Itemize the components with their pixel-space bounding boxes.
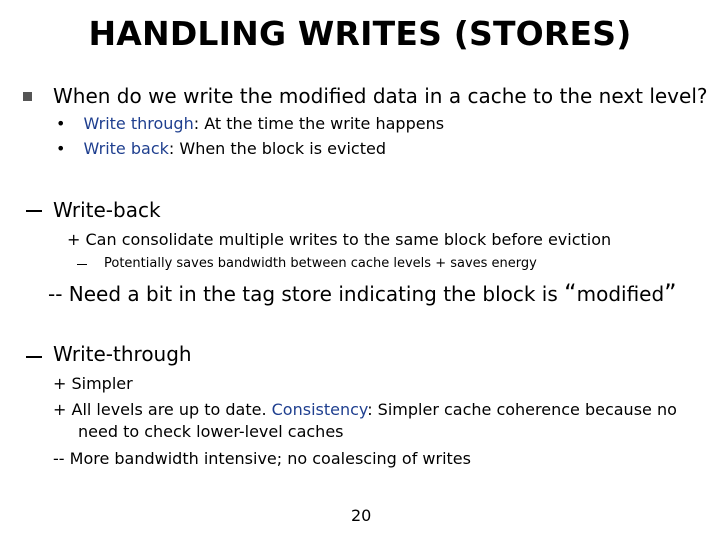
write-through-con: -- More bandwidth intensive; no coalescing of writes	[53, 449, 471, 468]
dash-bullet-icon	[26, 210, 42, 212]
pro2-rest: : Simpler cache coherence because no	[367, 400, 677, 419]
slide-title: HANDLING WRITES (STORES)	[88, 14, 632, 53]
square-bullet-icon	[23, 92, 32, 101]
write-back-pro: + Can consolidate multiple writes to the same block before eviction	[67, 230, 612, 249]
pro2-start: + All levels are up to date.	[53, 400, 272, 419]
write-back-heading: Write-back	[53, 198, 161, 222]
write-through-pro1: + Simpler	[53, 374, 133, 393]
write-through-pro2	[53, 400, 677, 419]
modified-word: modified	[576, 282, 665, 306]
write-through-pro2-cont: need to check lower-level caches	[78, 422, 344, 441]
bullet-dot-icon: •	[56, 139, 66, 158]
write-back-description: : When the block is evicted	[168, 139, 386, 158]
dash-bullet-icon	[26, 356, 42, 358]
write-back-con	[48, 279, 677, 307]
term-write-back: Write back	[83, 139, 169, 158]
question-text: When do we write the modified data in a cache to the next level?	[53, 84, 708, 108]
close-quote: ”	[664, 279, 677, 307]
page-number: 20	[351, 506, 372, 525]
sub-bullet-write-through	[56, 114, 444, 133]
write-through-heading: Write-through	[53, 342, 192, 366]
write-back-pro-sub: Potentially saves bandwidth between cache levels + saves energy	[104, 256, 537, 271]
write-back-con-text: -- Need a bit in the tag store indicating the block is	[48, 282, 565, 306]
open-quote: “	[564, 279, 577, 307]
bullet-dot-icon: •	[56, 114, 66, 133]
write-through-description: : At the time the write happens	[193, 114, 445, 133]
sub-bullet-write-back	[56, 139, 386, 158]
term-write-through: Write through	[83, 114, 194, 133]
term-consistency: Consistency	[271, 400, 368, 419]
dash-bullet-icon	[77, 264, 87, 265]
